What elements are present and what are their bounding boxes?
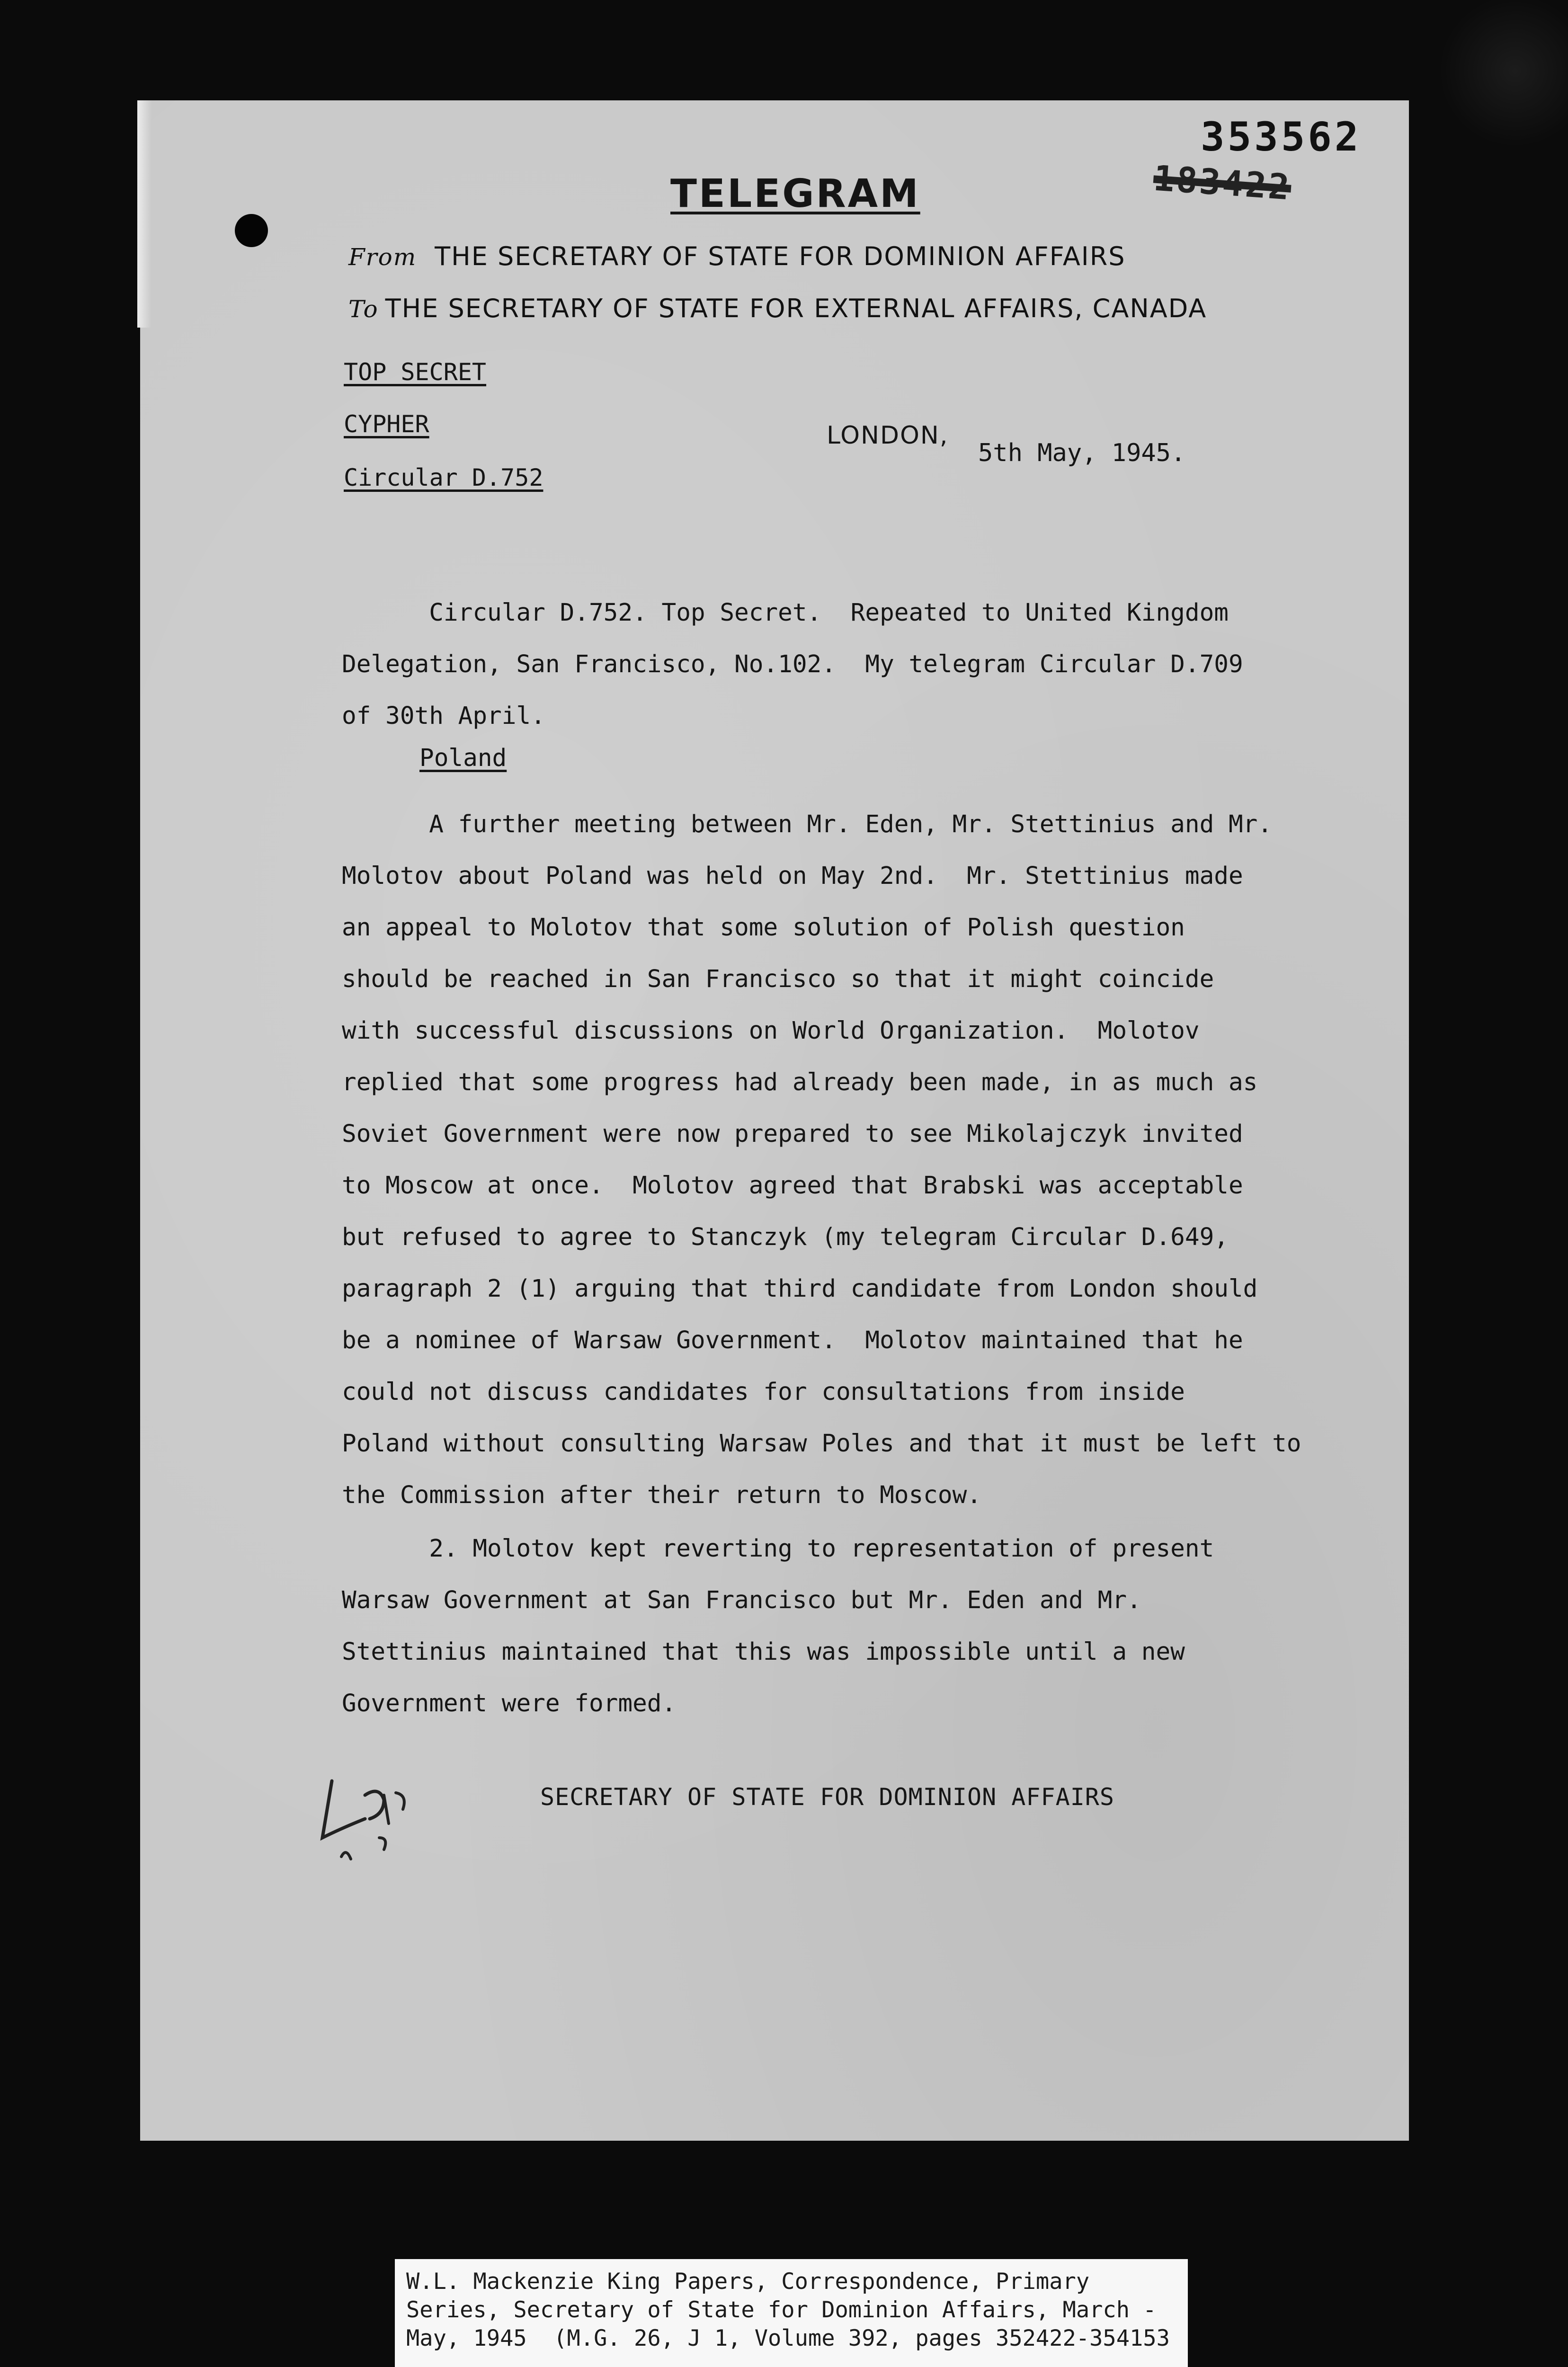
from-label: From [348, 243, 417, 271]
archival-citation-label: W.L. Mackenzie King Papers, Correspondence, Primary Series, Secretary of State for Dominion Affairs, March - May, 1945 (M.G. 26, J 1, Volume 392, pages 352422-354153 [395, 2259, 1188, 2367]
document-title: TELEGRAM [670, 171, 920, 216]
handwritten-initials [313, 1767, 417, 1876]
classification: TOP SECRET [344, 358, 487, 386]
intro-paragraph: Circular D.752. Top Secret. Repeated to United Kingdom Delegation, San Francisco, No.102. My telegram Circular D.709 of 30th April. [342, 599, 1243, 730]
circular-reference: Circular D.752 [344, 464, 543, 491]
stamped-page-number: 353562 [1201, 114, 1362, 160]
to-line [348, 294, 1437, 323]
signature-line: SECRETARY OF STATE FOR DOMINION AFFAIRS [540, 1783, 1114, 1811]
to-text: THE SECRETARY OF STATE FOR EXTERNAL AFFAIRS, CANADA [385, 294, 1207, 323]
telegram-date: 5th May, 1945. [978, 439, 1186, 467]
body-paragraph-2: 2. Molotov kept reverting to representation of present Warsaw Government at San Francisco but Mr. Eden and Mr. Stettinius maintained that this was impossible until a new Government were formed. [342, 1535, 1214, 1717]
punch-hole [235, 214, 268, 247]
to-label: To [348, 295, 379, 323]
from-text: THE SECRETARY OF STATE FOR DOMINION AFFAIRS [435, 241, 1126, 271]
body-paragraph-1: A further meeting between Mr. Eden, Mr. Stettinius and Mr. Molotov about Poland was held on May 2nd. Mr. Stettinius made an appeal to Molotov that some solution of Polish question should be reached in San Francisco so that it might coincide with successful discussions on World Organization. Molotov replied that some progress had already been made, in as much as Soviet Government were now prepared to see Mikolajczyk invited to Moscow at once. Molotov agreed that Brabski was acceptable but refused to agree to Stanczyk (my telegram Circular D.649, paragraph 2 (1) arguing that third candidate from London should be a nominee of Warsaw Government. Molotov maintained that he could not discuss candidates for consultations from inside Poland without consulting Warsaw Poles and that it must be left to the Commission after their return to Moscow. [342, 810, 1301, 1509]
place-of-origin: LONDON, [827, 421, 949, 450]
section-heading: Poland [419, 744, 507, 772]
telegram-sheet [140, 100, 1409, 2141]
paper-edge-highlight [137, 100, 151, 328]
struck-out-page-number: 183422 [1152, 158, 1293, 208]
from-line [348, 241, 1437, 271]
cypher-label: CYPHER [344, 410, 429, 438]
